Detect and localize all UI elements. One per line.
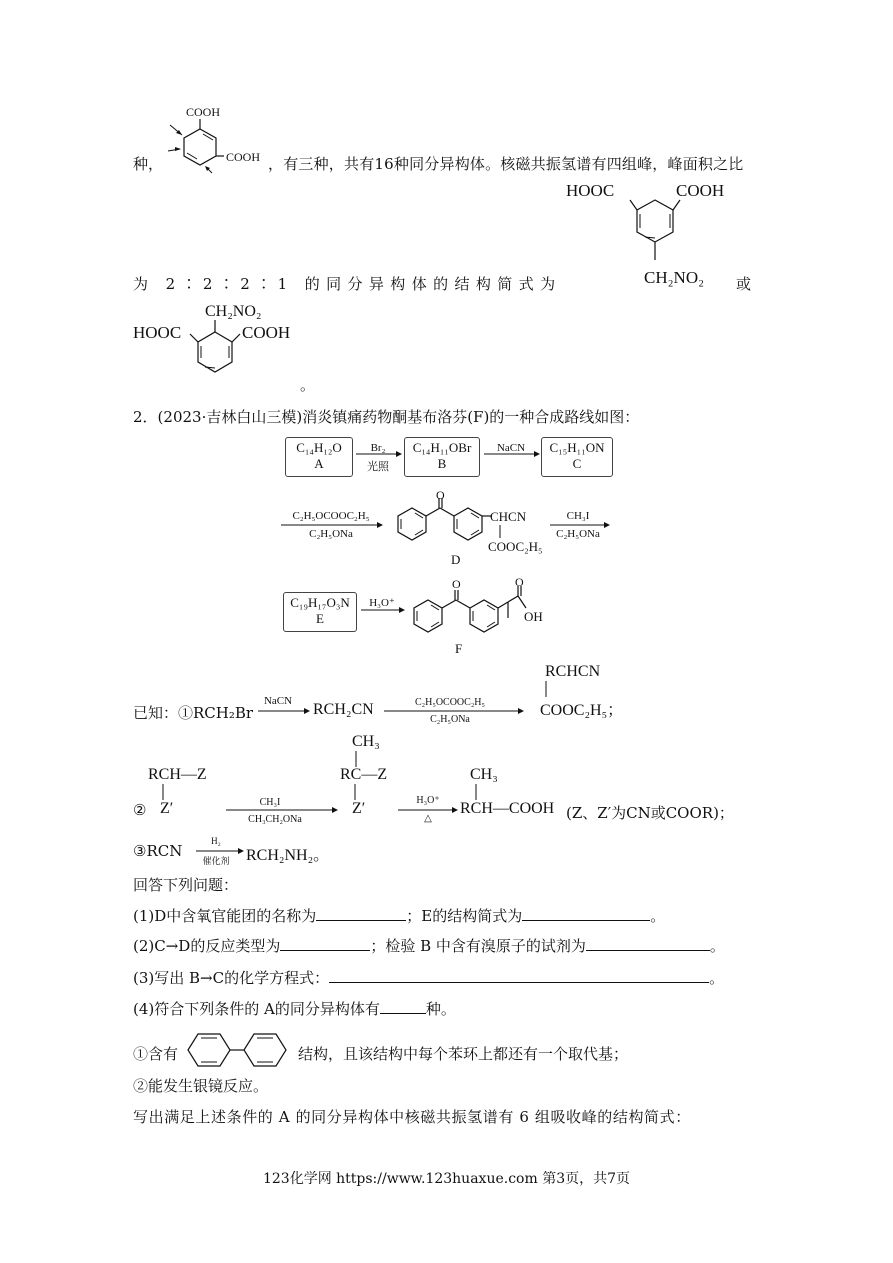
q4-text-a: (4)符合下列条件的 A的同分异构体有 xyxy=(133,1000,380,1018)
struct1-cooh-right: COOH xyxy=(226,150,261,164)
arrow4-top: CH₃I xyxy=(566,510,590,522)
arrow1-top: Br₂ xyxy=(370,442,386,454)
boxB-label: B xyxy=(437,456,447,471)
page-footer: 123化学网 https://www.123huaxue.com 第3页，共7页 xyxy=(262,1171,631,1187)
arrow4-bottom: C₂H₅ONa xyxy=(556,528,600,540)
k1-arrow1-top: NaCN xyxy=(263,695,293,707)
arrow2 xyxy=(484,450,540,458)
boxA-formula: C₁₄H₁₂O xyxy=(296,440,342,455)
arrow5 xyxy=(361,606,405,614)
struct3-cooh: COOH xyxy=(242,323,291,342)
condition-1b: 结构，且该结构中每个苯环上都还有一个取代基； xyxy=(298,1045,629,1063)
D-label: D xyxy=(451,552,461,567)
k2-num: ② xyxy=(133,801,147,819)
box-B xyxy=(404,437,480,477)
box-A xyxy=(285,437,353,477)
q1-answer-blank-2[interactable] xyxy=(522,906,650,921)
question-2 xyxy=(133,935,725,956)
boxA-label: A xyxy=(314,456,324,471)
k2-ch3a: CH₃ xyxy=(352,733,380,750)
k1-bond xyxy=(544,681,548,697)
q4-answer-blank[interactable] xyxy=(380,999,426,1014)
struct2-cooh: COOH xyxy=(676,181,725,200)
condition-1a: ①含有 xyxy=(133,1045,179,1063)
k3-prefix: ③RCN xyxy=(133,842,183,860)
q4-text-b: 种。 xyxy=(425,1000,456,1018)
q2-answer-blank-2[interactable] xyxy=(586,936,710,951)
q3-text-b: 。 xyxy=(709,969,725,987)
question-1 xyxy=(133,905,665,926)
q1-text-b: ；E的结构简式为 xyxy=(406,907,523,925)
boxC-formula: C₁₅H₁₁ON xyxy=(549,440,605,455)
q2-text-c: 。 xyxy=(709,937,725,955)
k2-note: (Z、Z′为CN或COOR)； xyxy=(566,804,734,822)
k2-bond-b xyxy=(161,784,165,800)
k2-arrow2-top: H₃O⁺ xyxy=(416,795,440,806)
k1-mid: RCH₂CN xyxy=(313,701,374,718)
questions-intro: 回答下列问题： xyxy=(133,876,239,894)
arrow1-bottom: 光照 xyxy=(367,461,389,473)
condition-2: ②能发生银镜反应。 xyxy=(133,1077,269,1095)
F-carbonyl-o: O xyxy=(452,577,461,591)
last-question: 写出满足上述条件的 A 的同分异构体中核磁共振氢谱有 6 组吸收峰的结构简式： xyxy=(133,1108,691,1126)
k1-prefix: 已知：①RCH₂Br xyxy=(133,704,254,722)
k3-arrow-bottom: 催化剂 xyxy=(202,856,230,866)
struct3-hooc: HOOC xyxy=(133,323,182,342)
k2-zp2: Z′ xyxy=(352,800,366,817)
k2-product: RCH—COOH xyxy=(460,800,555,817)
struct2-hooc: HOOC xyxy=(566,181,615,200)
D-cooc2h5: COOC₂H₅ xyxy=(488,539,543,554)
struct2-ch2no2: CH₂NO₂ xyxy=(644,268,705,287)
q3-text-a: (3)写出 B→C的化学方程式： xyxy=(133,969,330,987)
k2-arrow1-bottom: CH₃CH₂ONa xyxy=(248,814,302,825)
F-label: F xyxy=(455,641,463,656)
k2-arrow1-top: CH₃I xyxy=(259,797,281,808)
q1-answer-blank-1[interactable] xyxy=(316,906,406,921)
k1-rchcn: RCHCN xyxy=(545,663,601,680)
k1-arrow1 xyxy=(258,707,310,715)
k3-product: RCH₂NH₂。 xyxy=(246,847,330,864)
k1-arrow2-top: C₂H₅OCOOC₂H₅ xyxy=(414,697,486,708)
arrow3-bottom: C₂H₅ONa xyxy=(309,528,353,540)
arrow2-top: NaCN xyxy=(496,442,526,454)
D-carbonyl-o: O xyxy=(436,488,445,502)
line1-prefix: 种， xyxy=(133,155,164,173)
box-C xyxy=(541,437,613,477)
k2-bond-c xyxy=(353,784,357,800)
q2-answer-blank-1[interactable] xyxy=(280,936,370,951)
k2-bond-a xyxy=(354,751,358,767)
k2-arrow2-bottom: △ xyxy=(424,813,432,824)
q3-answer-blank[interactable] xyxy=(329,968,709,983)
question-3 xyxy=(133,967,724,988)
boxB-formula: C₁₄H₁₁OBr xyxy=(412,440,472,455)
box-E xyxy=(283,592,357,632)
boxE-label: E xyxy=(316,611,324,626)
line2-text: 为 2∶2∶2∶1 的同分异构体的结构简式为 xyxy=(133,275,562,293)
F-oh: OH xyxy=(524,609,543,624)
k2-arrow1 xyxy=(226,806,338,814)
arrow3-top: C₂H₅OCOOC₂H₅ xyxy=(292,510,370,522)
question-4 xyxy=(133,998,456,1019)
k2-zp: Z′ xyxy=(160,800,174,817)
D-chcn: CHCN xyxy=(490,509,527,524)
arrow5-top: H₃O⁺ xyxy=(369,597,395,609)
struct3-period: 。 xyxy=(300,376,316,394)
boxE-formula: C₁₉H₁₇O₃N xyxy=(290,595,350,610)
arrow1 xyxy=(356,450,402,458)
struct3-ch2no2: CH₂NO₂ xyxy=(205,303,262,320)
k2-rc-z: RC—Z xyxy=(340,766,388,783)
k2-rch-z: RCH—Z xyxy=(148,766,207,783)
k1-arrow2-bottom: C₂H₅ONa xyxy=(430,714,470,725)
or-word: 或 xyxy=(736,275,752,293)
struct1-cooh-top: COOH xyxy=(186,105,221,119)
problem2-title: 2．(2023·吉林白山三模)消炎镇痛药物酮基布洛芬(F)的一种合成路线如图： xyxy=(133,408,640,426)
F-acid-o: O xyxy=(515,575,524,589)
k1-cooc2h5: COOC₂H₅； xyxy=(540,702,624,719)
k3-arrow-top: H₂ xyxy=(211,836,221,846)
q2-text-b: ；检验 B 中含有溴原子的试剂为 xyxy=(370,937,586,955)
q1-text-c: 。 xyxy=(650,907,666,925)
biphenyl-structure xyxy=(178,1028,298,1072)
boxC-label: C xyxy=(572,456,582,471)
q1-text-a: (1)D中含氧官能团的名称为 xyxy=(133,907,317,925)
q2-text-a: (2)C→D的反应类型为 xyxy=(133,937,281,955)
k2-bond-d xyxy=(474,784,478,800)
line1-text: ，有三种，共有16种同分异构体。核磁共振氢谱有四组峰，峰面积之比 xyxy=(268,155,744,173)
k2-ch3b: CH₃ xyxy=(470,766,498,783)
